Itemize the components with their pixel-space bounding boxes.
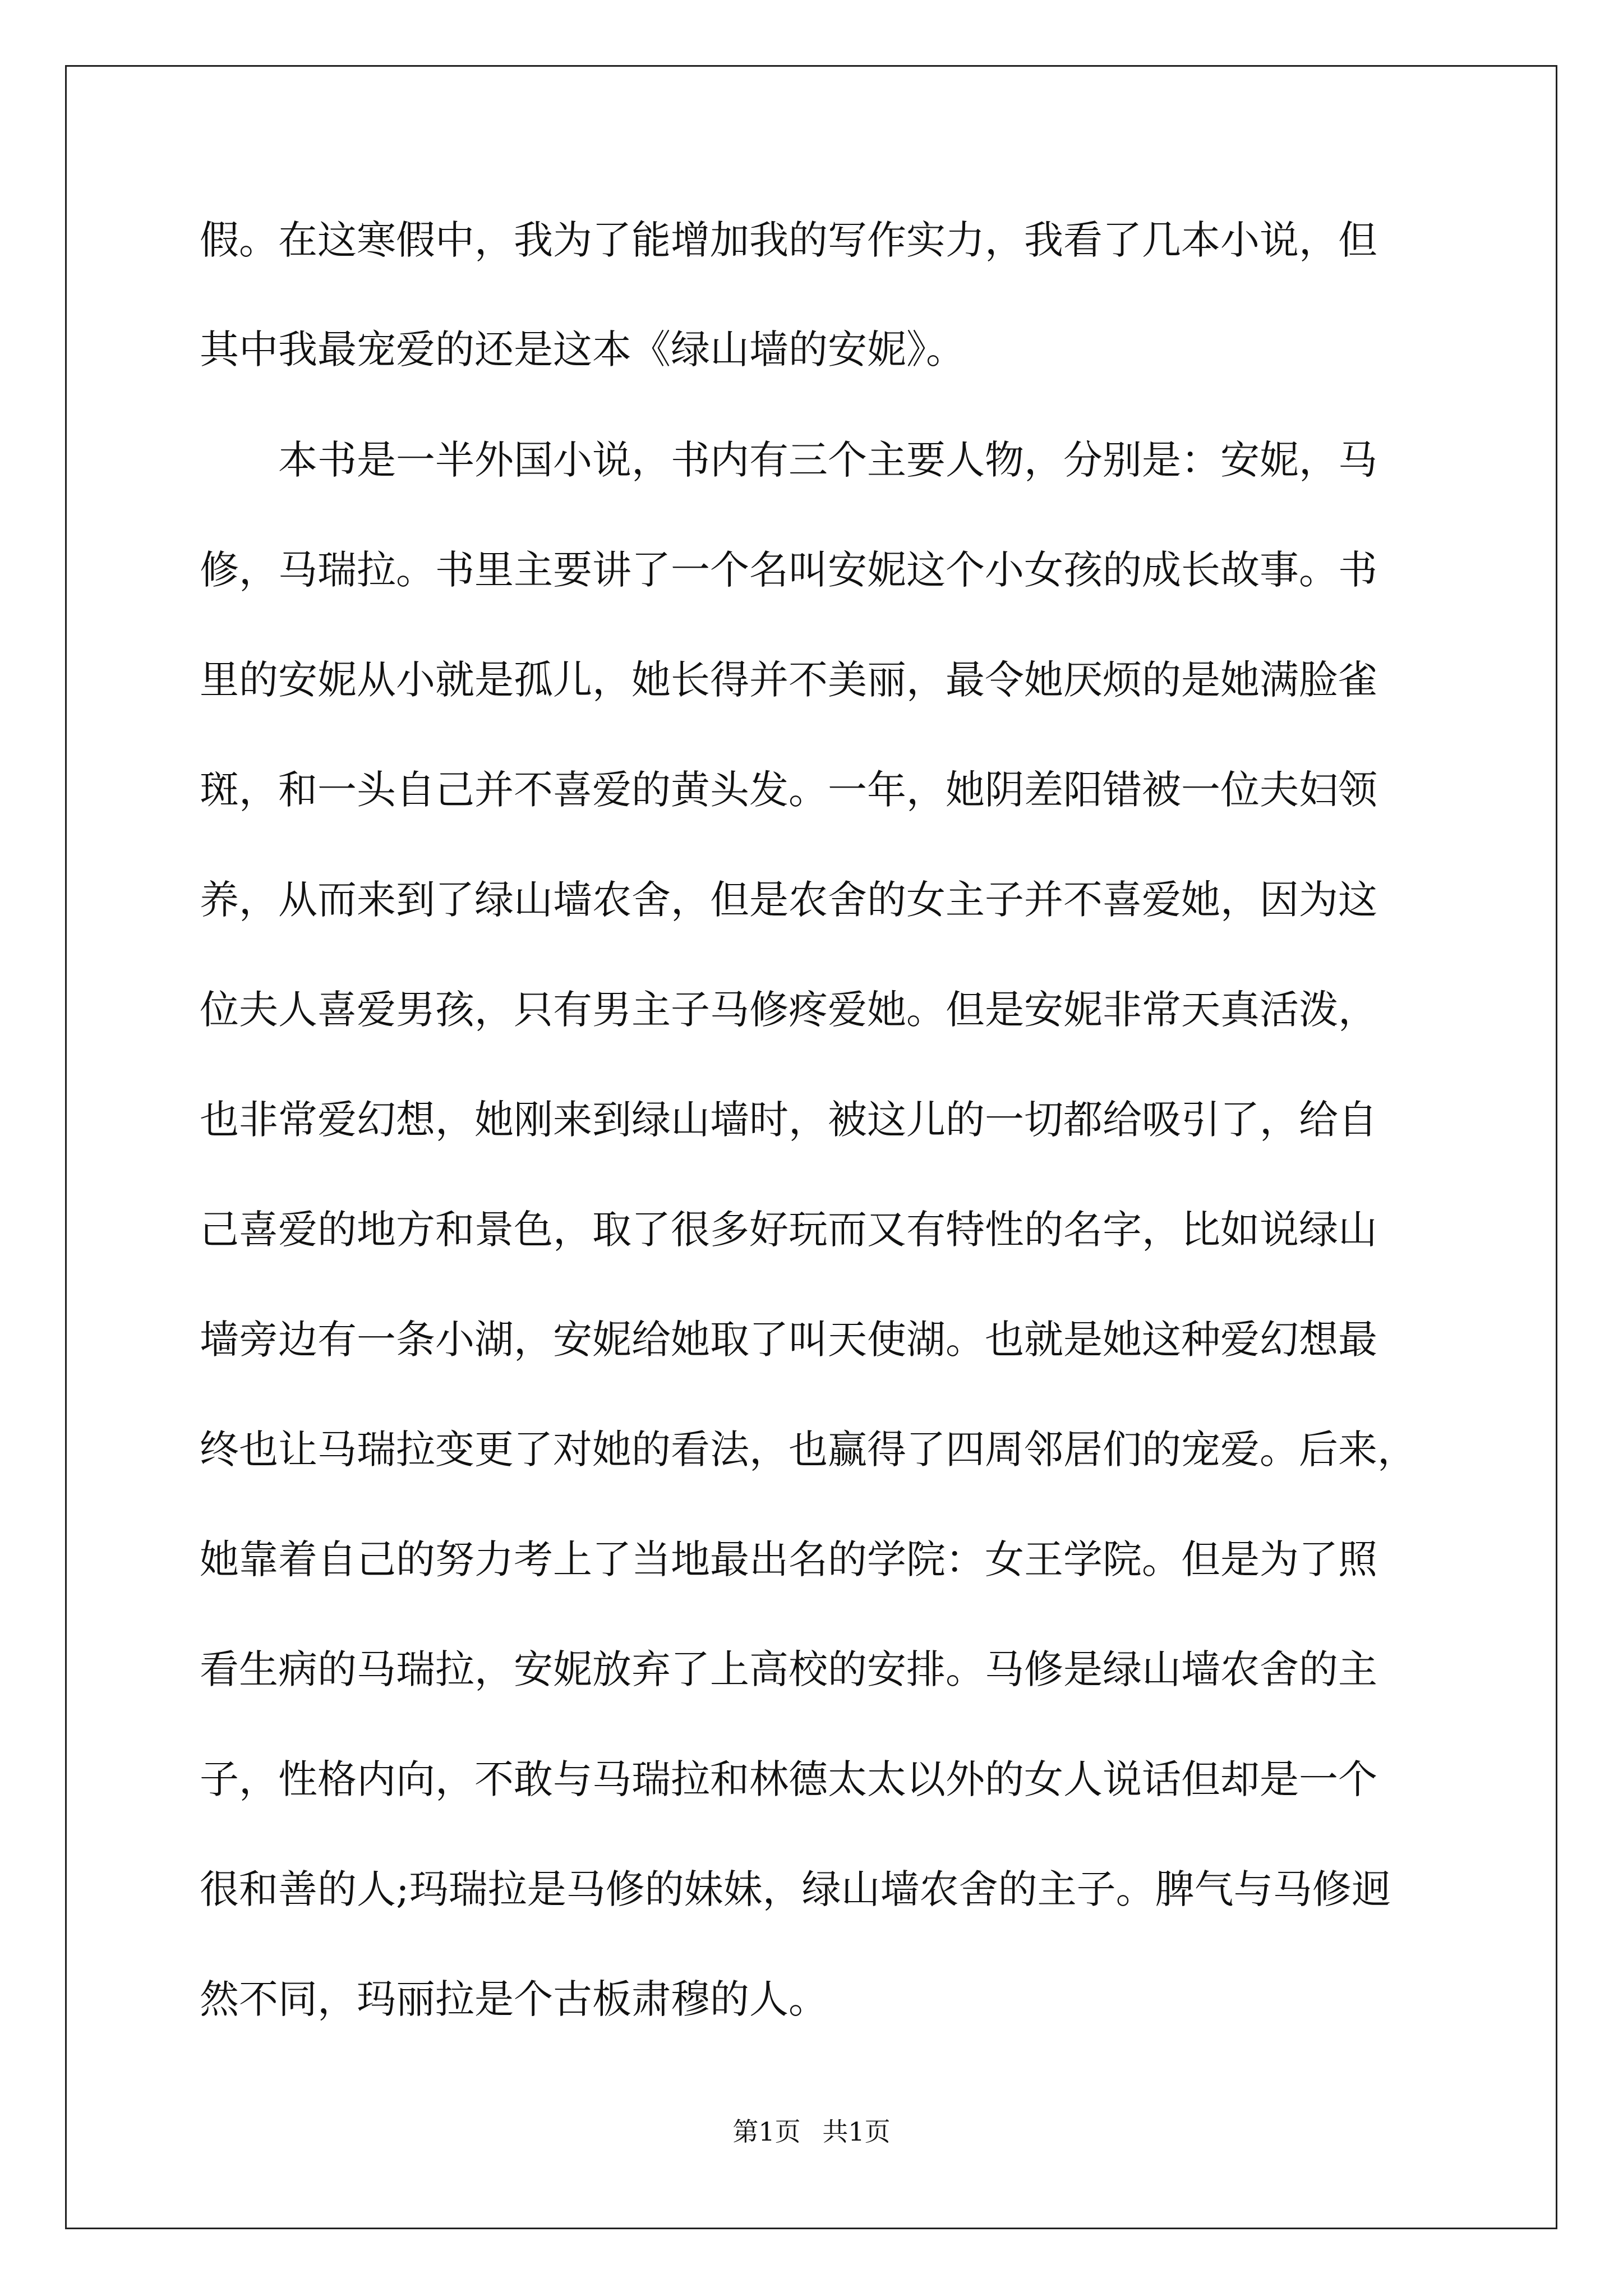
- page-total: 共1页: [822, 2116, 891, 2147]
- text-line: 假。在这寒假中，我为了能增加我的写作实力，我看了几本小说，但: [200, 217, 1377, 263]
- text-line: 然不同，玛丽拉是个古板肃穆的人。: [200, 1976, 828, 2022]
- text-line: 己喜爱的地方和景色，取了很多好玩而又有特性的名字，比如说绿山: [200, 1207, 1377, 1253]
- text-line: 子，性格内向，不敢与马瑞拉和林德太太以外的女人说话但却是一个: [200, 1756, 1377, 1802]
- text-line: 斑，和一头自己并不喜爱的黄头发。一年，她阴差阳错被一位夫妇领: [200, 767, 1377, 813]
- page-footer: [0, 2115, 1623, 2148]
- text-line: 养，从而来到了绿山墙农舍，但是农舍的女主子并不喜爱她，因为这: [200, 877, 1377, 923]
- text-line: 很和善的人;玛瑞拉是马修的妹妹，绿山墙农舍的主子。脾气与马修迥: [200, 1866, 1391, 1912]
- text-line: 她靠着自己的努力考上了当地最出名的学院：女王学院。但是为了照: [200, 1536, 1377, 1582]
- text-line: 也非常爱幻想，她刚来到绿山墙时，被这儿的一切都给吸引了，给自: [200, 1097, 1377, 1143]
- page-number: 第1页: [732, 2116, 801, 2147]
- text-line: 看生病的马瑞拉，安妮放弃了上高校的安排。马修是绿山墙农舍的主: [200, 1646, 1377, 1692]
- text-line: 终也让马瑞拉变更了对她的看法，也赢得了四周邻居们的宠爱。后来，: [200, 1427, 1417, 1473]
- text-line: 其中我最宠爱的还是这本《绿山墙的安妮》。: [200, 326, 965, 372]
- text-line: 修，马瑞拉。书里主要讲了一个名叫安妮这个小女孩的成长故事。书: [200, 547, 1377, 593]
- text-line: 里的安妮从小就是孤儿，她长得并不美丽，最令她厌烦的是她满脸雀: [200, 657, 1377, 703]
- text-line: 墙旁边有一条小湖，安妮给她取了叫天使湖。也就是她这种爱幻想最: [200, 1317, 1377, 1363]
- text-line: 本书是一半外国小说，书内有三个主要人物，分别是：安妮，马: [200, 437, 1377, 483]
- text-line: 位夫人喜爱男孩，只有男主子马修疼爱她。但是安妮非常天真活泼，: [200, 987, 1377, 1033]
